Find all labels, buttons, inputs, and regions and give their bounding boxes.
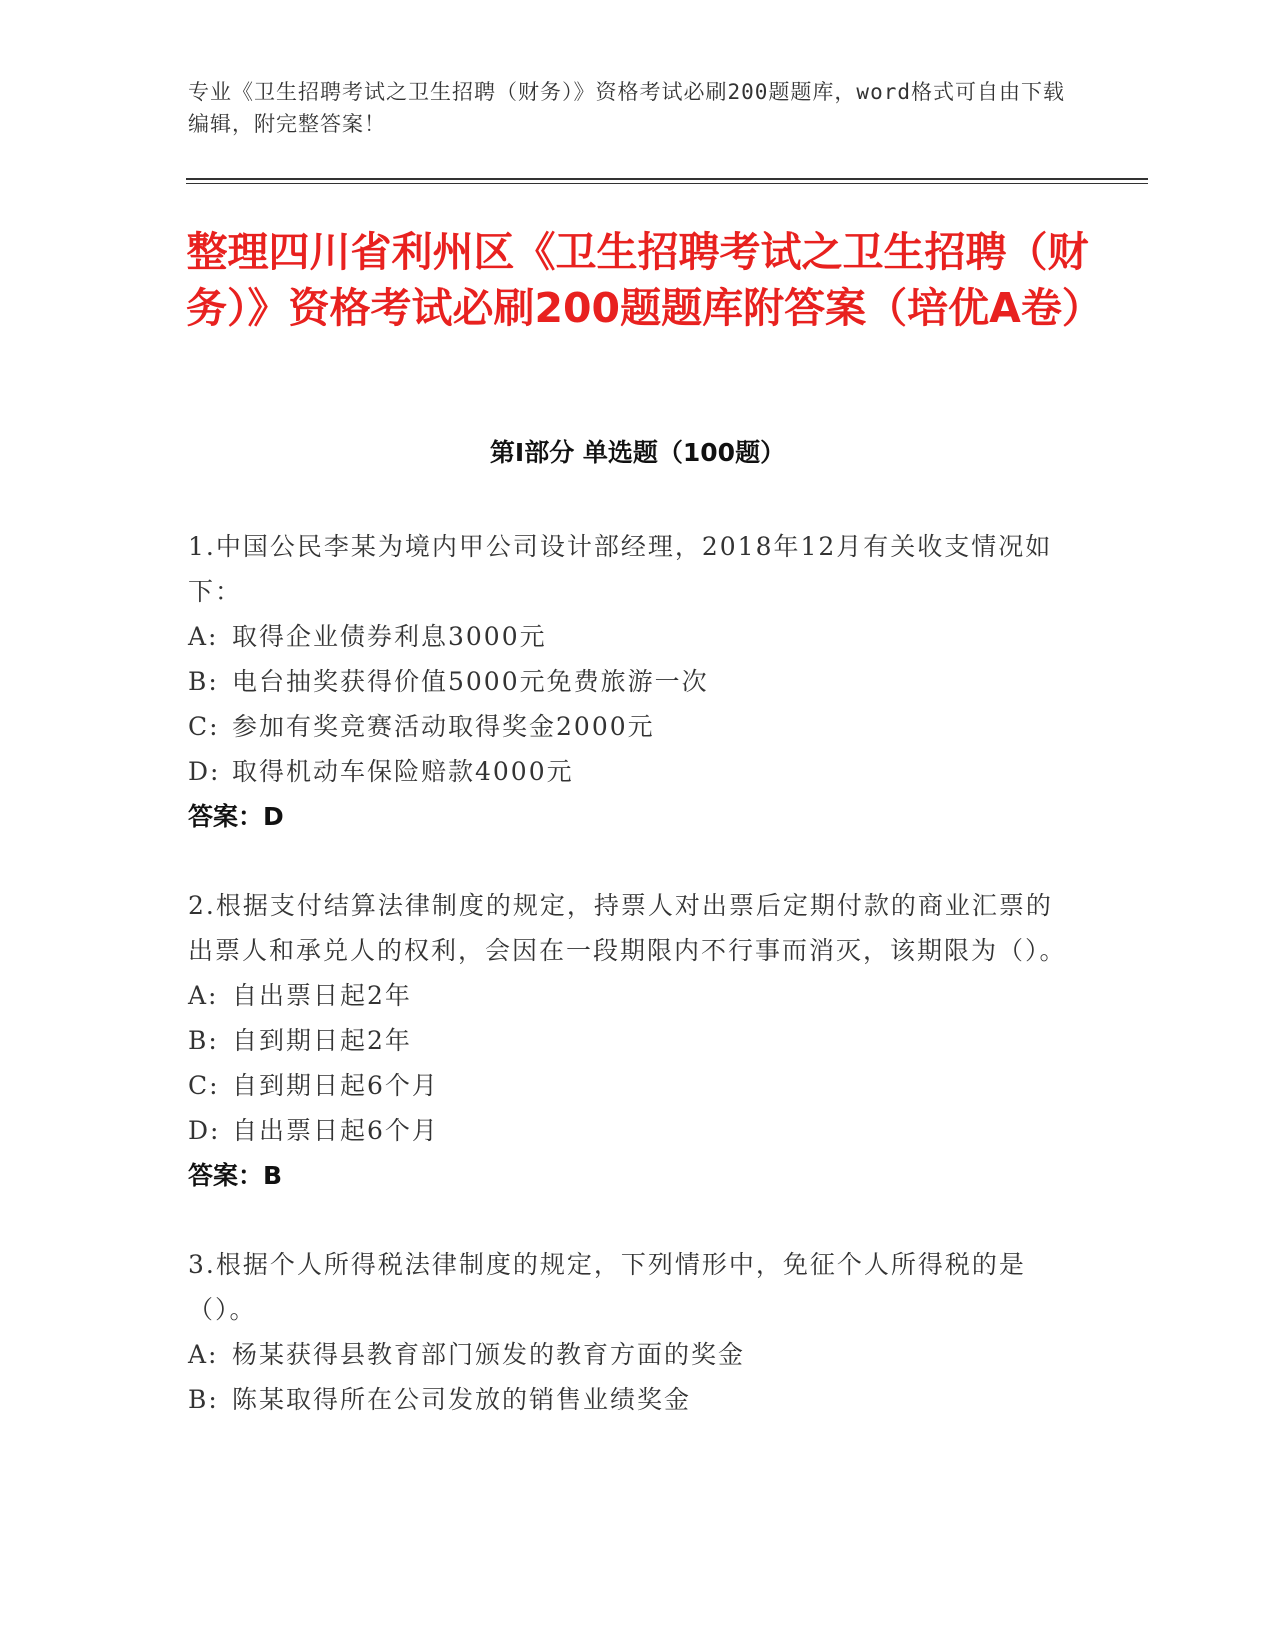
option-key: C:	[188, 712, 220, 741]
option-key: B:	[188, 1026, 219, 1055]
question-1	[188, 524, 1088, 839]
option-text: 取得企业债券利息3000元	[232, 622, 547, 651]
answer-line	[188, 794, 1088, 839]
question-stem: 2.根据支付结算法律制度的规定，持票人对出票后定期付款的商业汇票的出票人和承兑人的权利，会因在一段期限内不行事而消灭，该期限为（）。	[188, 891, 1067, 965]
option-text: 自到期日起2年	[232, 1026, 412, 1055]
section-title: 第I部分 单选题（100题）	[489, 438, 786, 467]
option-d	[188, 1108, 1088, 1153]
option-c	[188, 1063, 1088, 1108]
option-key: B:	[188, 1385, 219, 1414]
question-2	[188, 883, 1088, 1198]
option-key: A:	[188, 1340, 219, 1369]
option-a	[188, 1332, 1088, 1377]
option-b	[188, 659, 1088, 704]
document-title: 整理四川省利州区《卫生招聘考试之卫生招聘（财务）》资格考试必刷200题题库附答案（培优A卷）	[186, 228, 1103, 332]
header-divider-thick	[186, 178, 1148, 180]
option-a	[188, 614, 1088, 659]
option-text: 自出票日起2年	[232, 981, 412, 1010]
option-key: D:	[188, 757, 221, 786]
option-text: 自到期日起6个月	[232, 1071, 439, 1100]
option-c	[188, 704, 1088, 749]
option-b	[188, 1018, 1088, 1063]
option-key: B:	[188, 667, 219, 696]
header-divider-thin	[186, 183, 1148, 184]
option-a	[188, 973, 1088, 1018]
answer-label: 答案：	[188, 802, 264, 831]
option-text: 参加有奖竞赛活动取得奖金2000元	[232, 712, 655, 741]
answer-value: D	[263, 802, 284, 831]
answer-value: B	[263, 1161, 283, 1190]
option-text: 自出票日起6个月	[232, 1116, 439, 1145]
option-text: 陈某取得所在公司发放的销售业绩奖金	[232, 1385, 692, 1414]
option-text: 电台抽奖获得价值5000元免费旅游一次	[232, 667, 709, 696]
answer-line	[188, 1153, 1088, 1198]
option-key: D:	[188, 1116, 221, 1145]
option-text: 杨某获得县教育部门颁发的教育方面的奖金	[232, 1340, 746, 1369]
answer-label: 答案：	[188, 1161, 264, 1190]
option-text: 取得机动车保险赔款4000元	[232, 757, 574, 786]
header-note: 专业《卫生招聘考试之卫生招聘（财务）》资格考试必刷200题题库，word格式可自由下载编辑，附完整答案！	[188, 80, 1065, 136]
option-key: A:	[188, 981, 219, 1010]
question-3	[188, 1242, 1088, 1422]
option-key: C:	[188, 1071, 220, 1100]
question-stem: 3.根据个人所得税法律制度的规定，下列情形中，免征个人所得税的是（）。	[188, 1250, 1026, 1324]
option-key: A:	[188, 622, 219, 651]
option-d	[188, 749, 1088, 794]
question-stem: 1.中国公民李某为境内甲公司设计部经理，2018年12月有关收支情况如下：	[188, 532, 1053, 606]
option-b	[188, 1377, 1088, 1422]
question-list	[188, 524, 1088, 1466]
